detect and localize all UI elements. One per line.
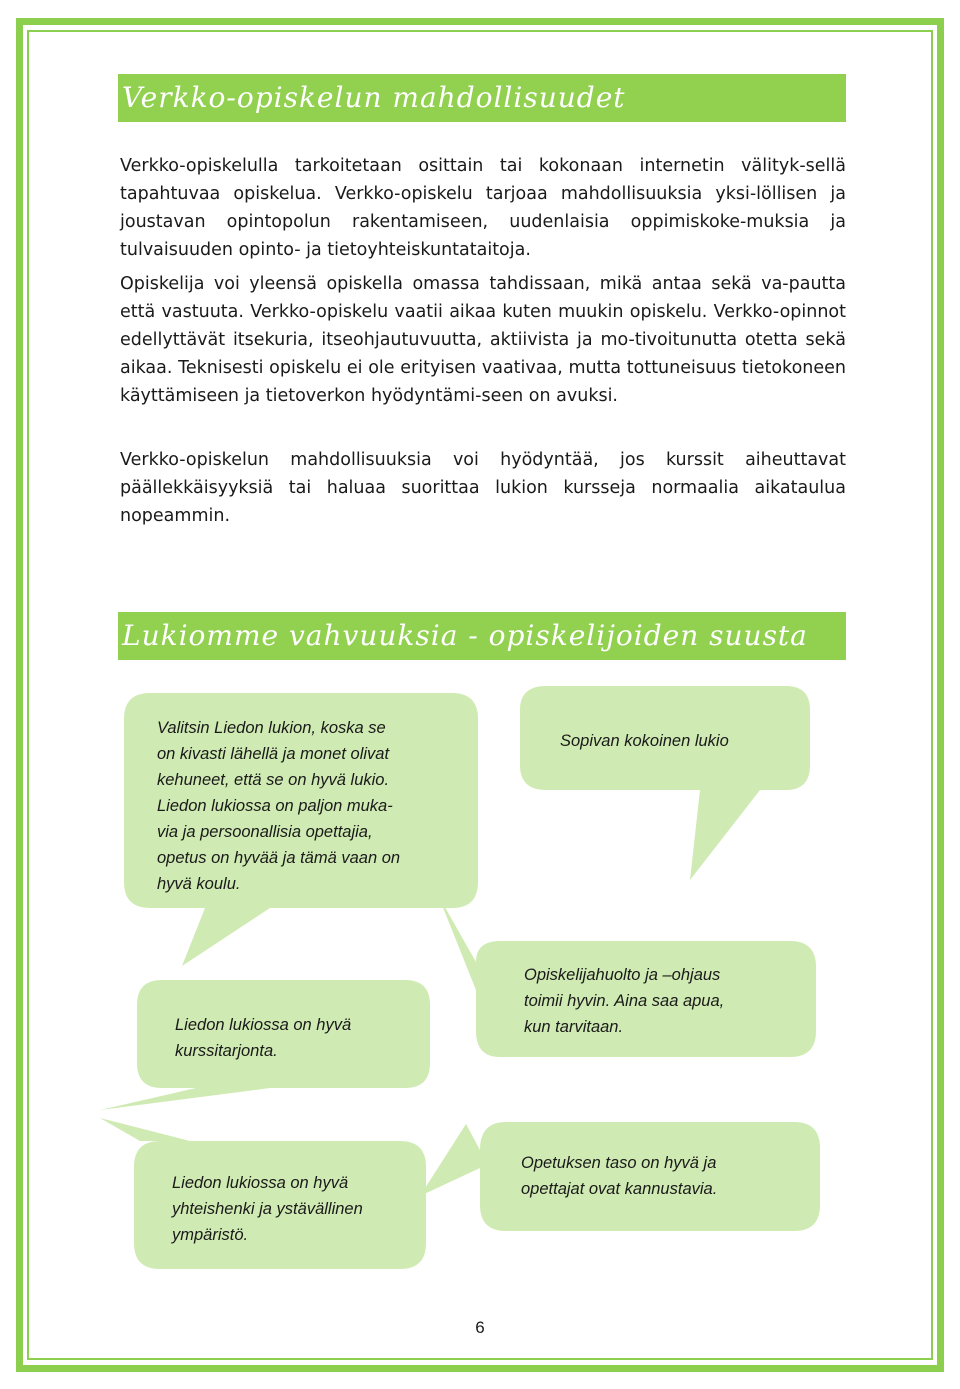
speech-bubble-2 <box>560 728 729 754</box>
paragraph-1-text: Verkko-opiskelulla tarkoitetaan osittain tai kokonaan internetin välityk-sellä tapahtuvaa opiskelua. Verkko-opiskelu tarjoaa mahdollisuuksia yksi-löllisen ja joustavan opintopolun rakentamiseen, uudenlaisia oppimiskoke-muksia ja tulvaisuuden opinto- ja tietoyhteiskuntataitoja. <box>120 156 846 260</box>
bubble-6-line: Opetuksen taso on hyvä ja <box>521 1154 717 1172</box>
bubble-1-line: Valitsin Liedon lukion, koska se <box>157 719 386 737</box>
bubble-1-line: kehuneet, että se on hyvä lukio. <box>157 771 390 789</box>
bubble-3-line: kun tarvitaan. <box>524 1018 624 1036</box>
bubble-1-line: via ja persoonallisia opettajia, <box>157 823 373 841</box>
speech-bubble-3 <box>524 962 724 1040</box>
section-title-strengths: Lukiomme vahvuuksia - opiskelijoiden suusta <box>118 612 846 660</box>
bubble-4-line: Liedon lukiossa on hyvä <box>175 1016 352 1034</box>
speech-bubble-4 <box>175 1012 351 1064</box>
speech-bubble-6 <box>521 1150 717 1202</box>
bubble-4-line: kurssitarjonta. <box>175 1042 278 1060</box>
paragraph-3-text: Verkko-opiskelun mahdollisuuksia voi hyödyntää, jos kurssit aiheuttavat päällekkäisyyksiä tai haluaa suorittaa lukion kursseja normaalia aikataulua nopeammin. <box>120 450 846 526</box>
bubble-1-line: Liedon lukiossa on paljon muka- <box>157 797 393 815</box>
bubble-1-line: hyvä koulu. <box>157 875 241 893</box>
bubble-2-line: Sopivan kokoinen lukio <box>560 732 729 750</box>
bubble-5-line: Liedon lukiossa on hyvä <box>172 1174 349 1192</box>
speech-bubble-1 <box>157 715 400 897</box>
bubble-1-line: on kivasti lähellä ja monet olivat <box>157 745 390 763</box>
speech-bubble-5 <box>172 1170 363 1248</box>
page-number: 6 <box>475 1318 485 1337</box>
paragraph-2-text: Opiskelija voi yleensä opiskella omassa tahdissaan, mikä antaa sekä va-pautta että vastuuta. Verkko-opiskelu vaatii aikaa kuten muukin opiskelu. Verkko-opinnot edellyttävät itsekuria, itseohjautuvuutta, aktiivista ja mo-tivoitunutta otetta sekä aikaa. Teknisesti opiskelu ei ole erityisen vaativaa, mutta tottuneisuus tietokoneen käyttämiseen ja tietoverkon hyödyntämi-seen on avuksi. <box>120 274 846 406</box>
speech-bubble-2-shape <box>520 686 810 880</box>
bubble-5-line: ympäristö. <box>172 1226 249 1244</box>
bubble-3-line: toimii hyvin. Aina saa apua, <box>524 992 725 1010</box>
bubble-6-line: opettajat ovat kannustavia. <box>521 1180 718 1198</box>
bubble-1-line: opetus on hyvää ja tämä vaan on <box>157 849 401 867</box>
bubble-5-line: yhteishenki ja ystävällinen <box>172 1200 363 1218</box>
bubble-3-line: Opiskelijahuolto ja –ohjaus <box>524 966 721 984</box>
section-title-online-learning: Verkko-opiskelun mahdollisuudet <box>118 74 846 122</box>
